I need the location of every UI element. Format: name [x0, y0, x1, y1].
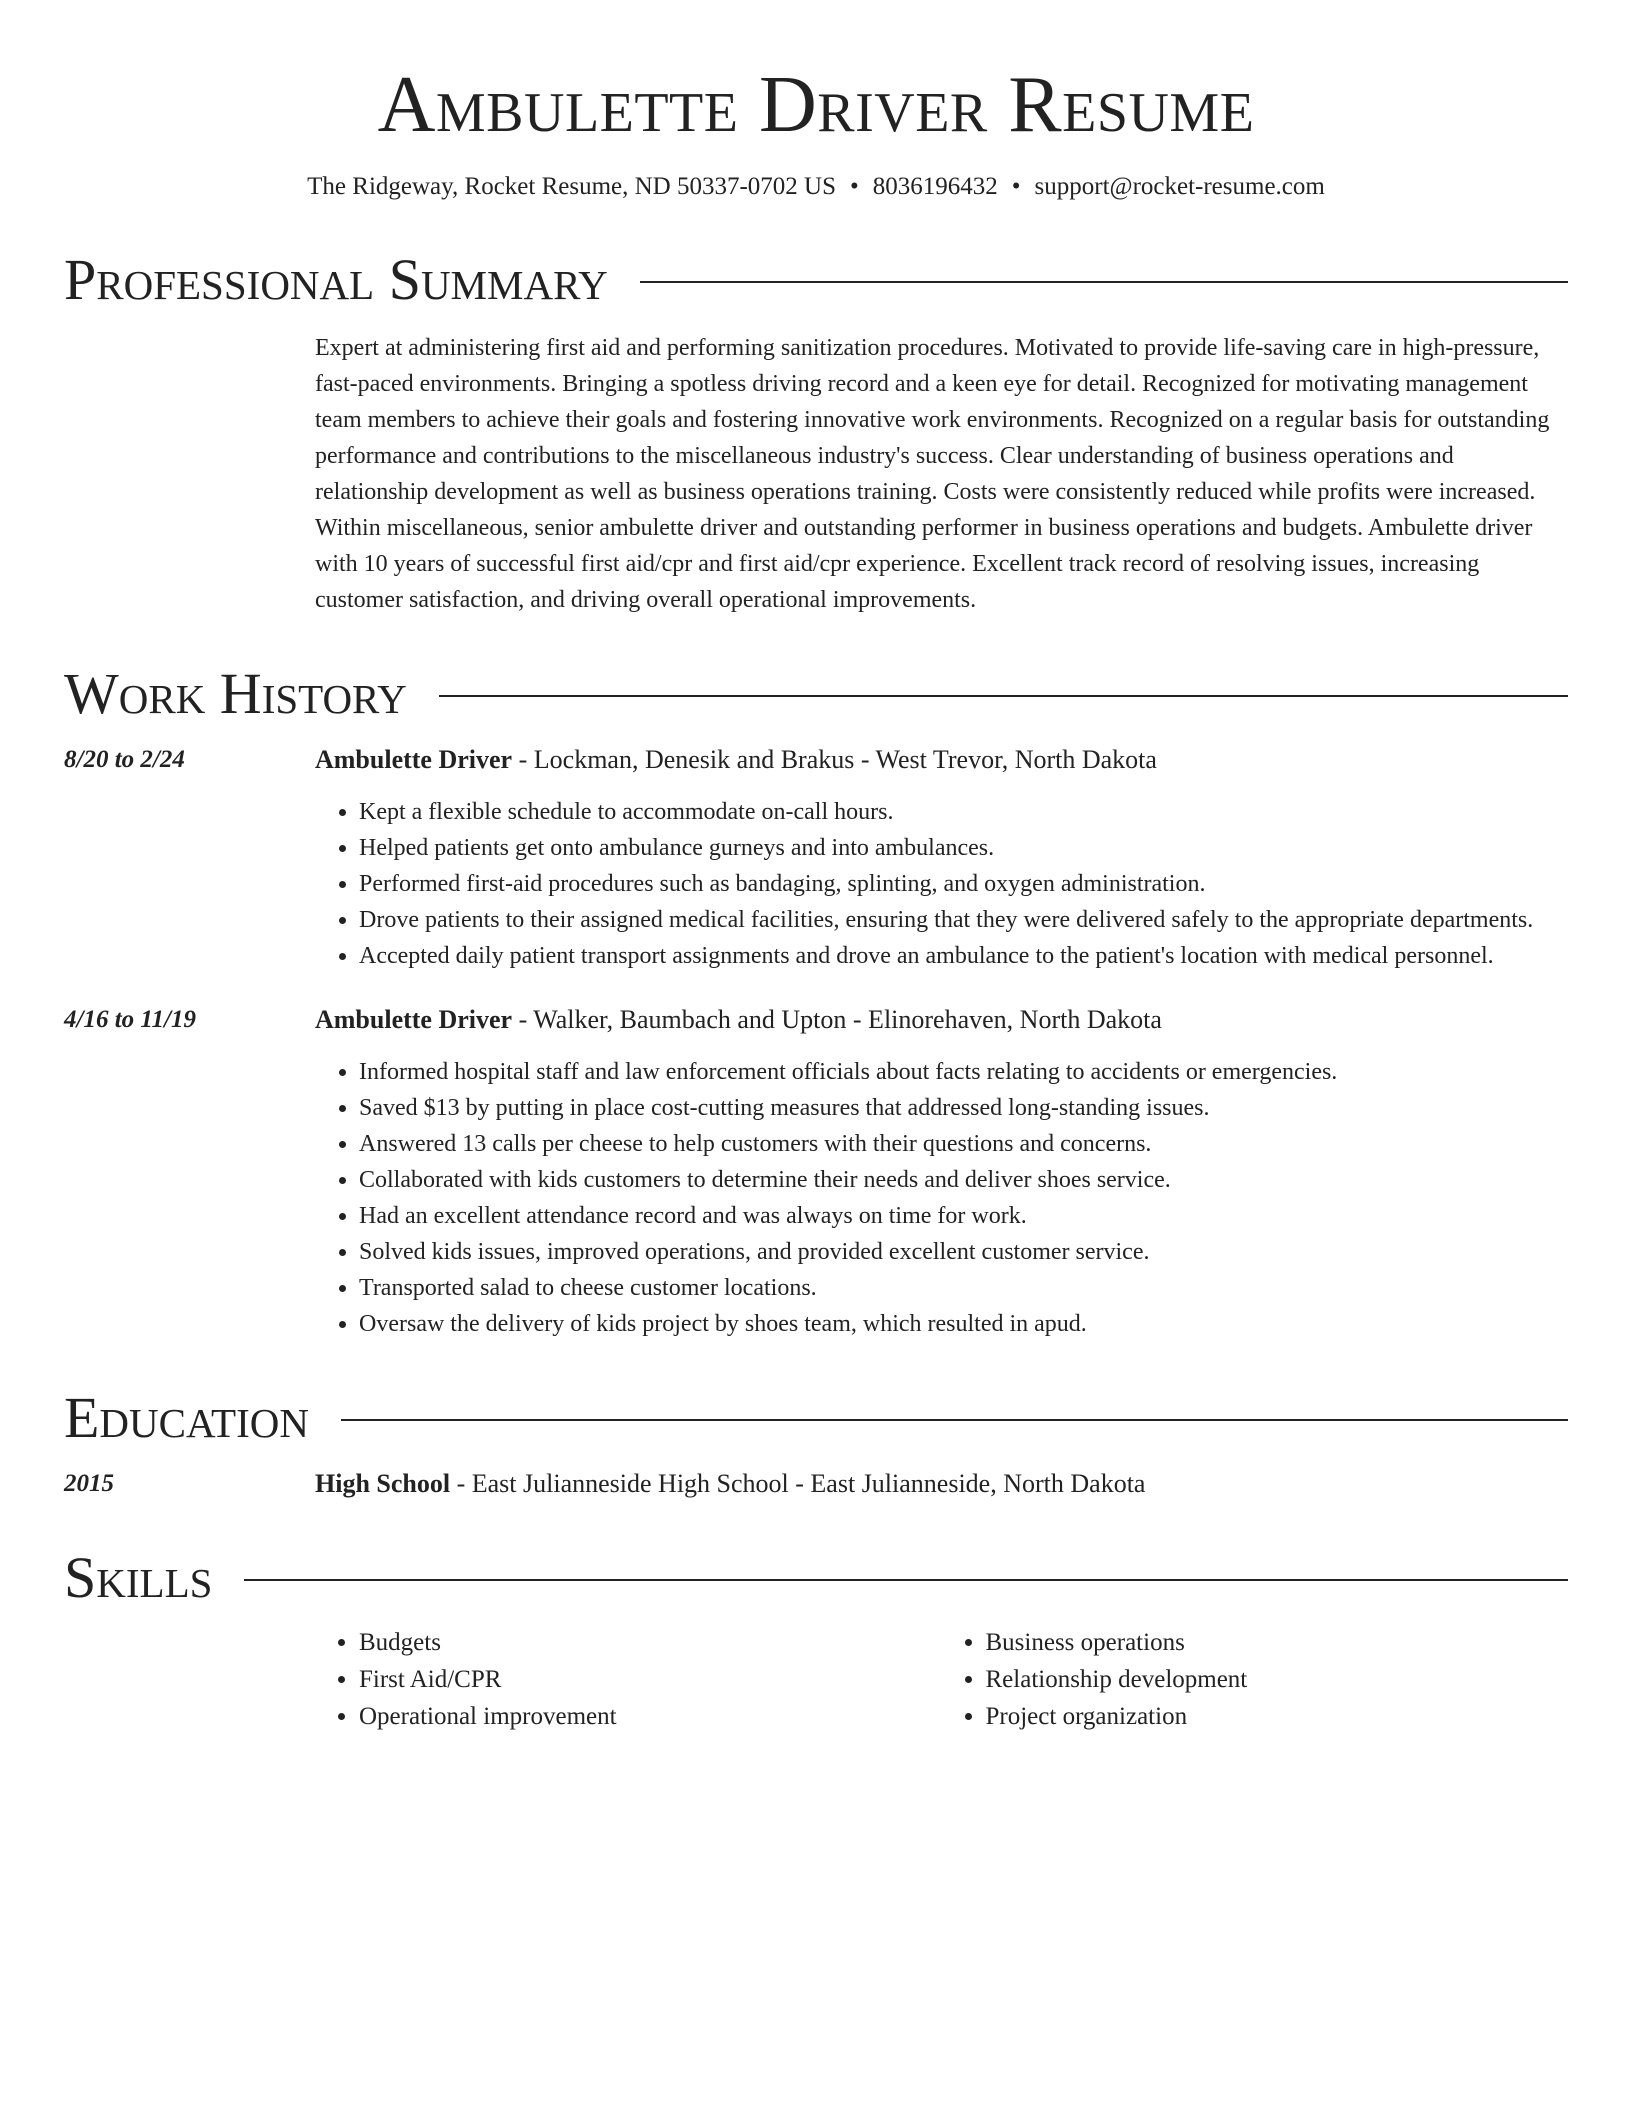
- skill-item: • Business operations: [986, 1624, 1569, 1661]
- skill-item: • Relationship development: [986, 1661, 1569, 1698]
- skill-item: • Project organization: [986, 1698, 1569, 1735]
- job-bullet-list: [315, 794, 1568, 974]
- work-section-header: [64, 662, 1568, 726]
- job-bullet: • Had an excellent attendance record and was always on time for work.: [359, 1198, 1568, 1234]
- job-title: Ambulette Driver: [315, 745, 513, 774]
- job-bullet: • Transported salad to cheese customer locations.: [359, 1270, 1568, 1306]
- job-dates: 8/20 to 2/24: [64, 746, 185, 773]
- resume-title: Ambulette Driver Resume: [377, 61, 1255, 149]
- education-section-header: [64, 1386, 1568, 1450]
- education-heading: Education: [64, 1385, 309, 1450]
- job-entry: [64, 1002, 1568, 1342]
- job-bullet: • Kept a flexible schedule to accommodate on-call hours.: [359, 794, 1568, 830]
- contact-email: support@rocket-resume.com: [1034, 173, 1325, 200]
- job-bullet: • Answered 13 calls per cheese to help customers with their questions and concerns.: [359, 1126, 1568, 1162]
- contact-phone: 8036196432: [872, 173, 998, 200]
- job-entry: [64, 742, 1568, 974]
- skills-list-left: [315, 1624, 942, 1735]
- job-bullet: • Saved $13 by putting in place cost-cutting measures that addressed long-standing issues.: [359, 1090, 1568, 1126]
- job-bullet: • Solved kids issues, improved operations, and provided excellent customer service.: [359, 1234, 1568, 1270]
- job-content: [315, 742, 1568, 974]
- skills-section-header: [64, 1546, 1568, 1610]
- job-bullet: • Informed hospital staff and law enforcement officials about facts relating to accidents or emergencies.: [359, 1054, 1568, 1090]
- section-divider: [439, 695, 1568, 697]
- education-date: 2015: [64, 1470, 114, 1497]
- contact-line: [64, 170, 1568, 204]
- job-bullet: • Collaborated with kids customers to determine their needs and deliver shoes service.: [359, 1162, 1568, 1198]
- section-divider: [640, 281, 1568, 283]
- job-employer: - Walker, Baumbach and Upton - Elinorehaven, North Dakota: [512, 1005, 1162, 1034]
- skill-item: • Operational improvement: [359, 1698, 942, 1735]
- section-divider: [244, 1579, 1568, 1581]
- summary-heading: Professional Summary: [64, 247, 608, 312]
- job-employer: - Lockman, Denesik and Brakus - West Trevor, North Dakota: [512, 745, 1157, 774]
- job-bullet-list: [315, 1054, 1568, 1342]
- skills-heading: Skills: [64, 1545, 213, 1610]
- job-bullet: • Helped patients get onto ambulance gurneys and into ambulances.: [359, 830, 1568, 866]
- education-title-line: [315, 1466, 1568, 1502]
- education-content: [315, 1466, 1568, 1502]
- job-title: Ambulette Driver: [315, 1005, 513, 1034]
- skills-list-right: [942, 1624, 1569, 1735]
- skill-item: • Budgets: [359, 1624, 942, 1661]
- job-bullet: • Oversaw the delivery of kids project by shoes team, which resulted in apud.: [359, 1306, 1568, 1342]
- work-heading: Work History: [64, 661, 407, 726]
- job-content: [315, 1002, 1568, 1342]
- job-title-line: [315, 742, 1568, 778]
- education-school: - East Julianneside High School - East Julianneside, North Dakota: [450, 1469, 1146, 1498]
- job-dates: 4/16 to 11/19: [64, 1006, 196, 1033]
- job-title-line: [315, 1002, 1568, 1038]
- contact-separator: •: [1011, 173, 1021, 200]
- summary-section-header: [64, 248, 1568, 312]
- skill-item: • First Aid/CPR: [359, 1661, 942, 1698]
- contact-address: The Ridgeway, Rocket Resume, ND 50337-0702 US: [307, 173, 837, 200]
- job-bullet: • Accepted daily patient transport assignments and drove an ambulance to the patient's location with medical personnel.: [359, 938, 1568, 974]
- resume-page: [64, 0, 1568, 1735]
- contact-separator: •: [850, 173, 859, 200]
- section-divider: [341, 1419, 1568, 1421]
- job-bullet: • Performed first-aid procedures such as bandaging, splinting, and oxygen administration.: [359, 866, 1568, 902]
- summary-text: Expert at administering first aid and performing sanitization procedures. Motivated to provide life-saving care in high-pressure, fast-paced environments. Bringing a spotless driving record and a keen eye for detail. Recognized for motivating management team members to achieve their goals and fostering innovative work environments. Recognized on a regular basis for outstanding performance and contributions to the miscellaneous industry's success. Clear understanding of business operations and relationship development as well as business operations training. Costs were consistently reduced while profits were increased. Within miscellaneous, senior ambulette driver and outstanding performer in business operations and budgets. Ambulette driver with 10 years of successful first aid/cpr and first aid/cpr experience. Excellent track record of resolving issues, increasing customer satisfaction, and driving overall operational improvements.: [315, 335, 1550, 613]
- job-bullet: • Drove patients to their assigned medical facilities, ensuring that they were delivered safely to the appropriate departments.: [359, 902, 1568, 938]
- skills-columns: [315, 1624, 1568, 1735]
- education-degree: High School: [315, 1469, 451, 1498]
- education-entry: [64, 1466, 1568, 1502]
